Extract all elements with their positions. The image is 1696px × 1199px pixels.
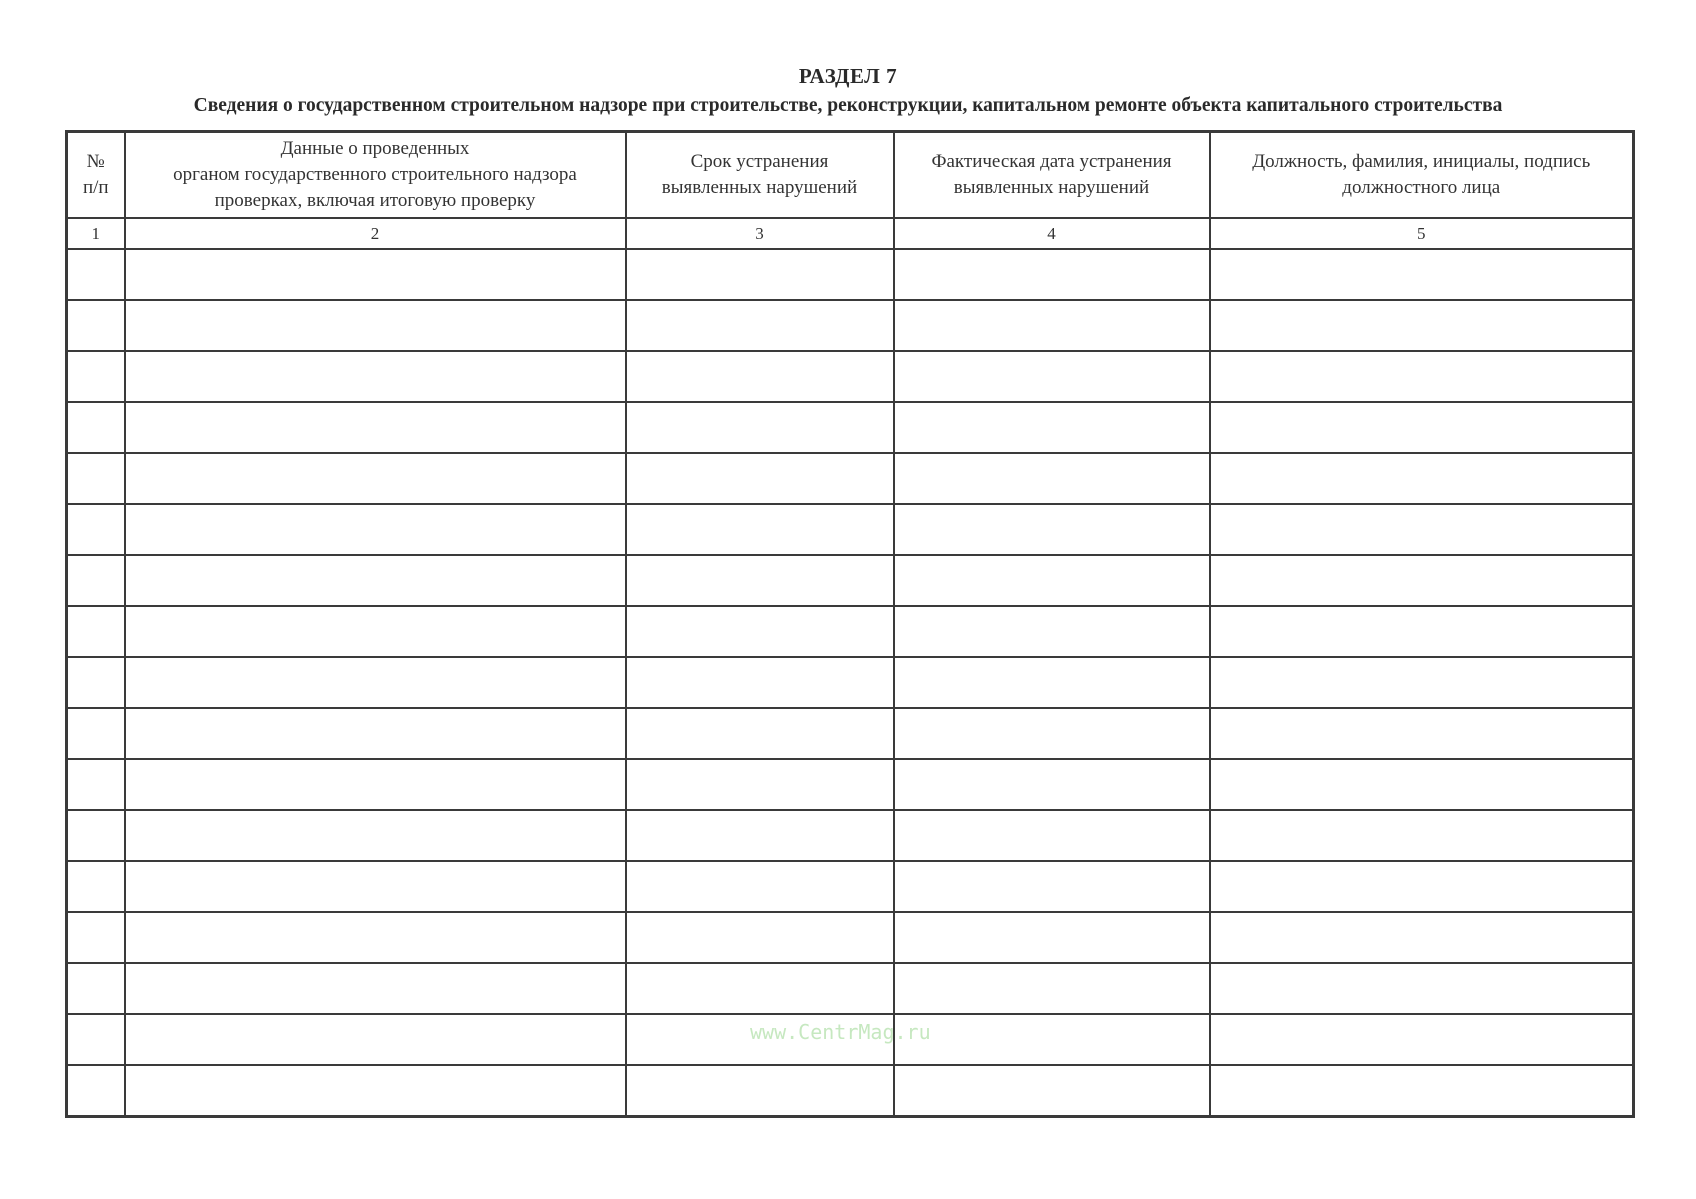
table-cell[interactable] [894, 708, 1210, 759]
table-cell[interactable] [125, 1014, 626, 1065]
table-row [67, 453, 1634, 504]
table-cell[interactable] [626, 351, 894, 402]
column-number: 2 [125, 218, 626, 249]
table-cell[interactable] [67, 351, 125, 402]
table-cell[interactable] [1210, 351, 1634, 402]
supervision-table [65, 130, 1635, 1118]
table-cell[interactable] [894, 249, 1210, 300]
table-cell[interactable] [1210, 1014, 1634, 1065]
table-cell[interactable] [1210, 861, 1634, 912]
table-row [67, 810, 1634, 861]
table-cell[interactable] [125, 249, 626, 300]
table-cell[interactable] [626, 402, 894, 453]
table-cell[interactable] [626, 861, 894, 912]
section-title: Сведения о государственном строительном надзоре при строительстве, реконструкции, капитальном ремонте объекта капитального строительства [193, 95, 1503, 116]
table-cell[interactable] [894, 300, 1210, 351]
table-cell[interactable] [626, 1065, 894, 1117]
table-cell[interactable] [67, 555, 125, 606]
table-cell[interactable] [67, 861, 125, 912]
table-cell[interactable] [125, 963, 626, 1014]
table-cell[interactable] [125, 912, 626, 963]
table-cell[interactable] [67, 708, 125, 759]
table-cell[interactable] [125, 402, 626, 453]
table-cell[interactable] [626, 504, 894, 555]
table-cell[interactable] [67, 759, 125, 810]
table-row [67, 249, 1634, 300]
table-cell[interactable] [626, 606, 894, 657]
table-cell[interactable] [67, 453, 125, 504]
table-cell[interactable] [67, 402, 125, 453]
table-row [67, 759, 1634, 810]
table-row [67, 504, 1634, 555]
table-cell[interactable] [894, 963, 1210, 1014]
column-number: 1 [67, 218, 125, 249]
table-cell[interactable] [67, 963, 125, 1014]
table-cell[interactable] [125, 606, 626, 657]
table-cell[interactable] [894, 555, 1210, 606]
table-cell[interactable] [894, 1065, 1210, 1117]
table-cell[interactable] [626, 555, 894, 606]
table-cell[interactable] [626, 657, 894, 708]
table-cell[interactable] [67, 606, 125, 657]
table-row [67, 708, 1634, 759]
table-cell[interactable] [125, 351, 626, 402]
table-cell[interactable] [894, 453, 1210, 504]
table-cell[interactable] [1210, 1065, 1634, 1117]
table-cell[interactable] [1210, 453, 1634, 504]
header-cell-deadline: Срок устранения выявленных нарушений [626, 132, 894, 219]
table-cell[interactable] [894, 504, 1210, 555]
table-cell[interactable] [894, 912, 1210, 963]
table-cell[interactable] [1210, 249, 1634, 300]
table-cell[interactable] [125, 504, 626, 555]
table-cell[interactable] [1210, 759, 1634, 810]
table-cell[interactable] [67, 810, 125, 861]
column-number: 5 [1210, 218, 1634, 249]
table-cell[interactable] [626, 249, 894, 300]
header-cell-inspection-data: Данные о проведенных органом государственного строительного надзора проверках, включая итоговую проверку [125, 132, 626, 219]
table-cell[interactable] [125, 555, 626, 606]
table-cell[interactable] [67, 912, 125, 963]
table-cell[interactable] [626, 759, 894, 810]
table-row [67, 861, 1634, 912]
table-row [67, 300, 1634, 351]
table-cell[interactable] [125, 861, 626, 912]
table-cell[interactable] [626, 453, 894, 504]
table-cell[interactable] [125, 708, 626, 759]
table-cell[interactable] [125, 657, 626, 708]
header-cell-number: № п/п [67, 132, 125, 219]
table-row [67, 912, 1634, 963]
table-cell[interactable] [894, 606, 1210, 657]
table-cell[interactable] [626, 708, 894, 759]
table-cell[interactable] [125, 1065, 626, 1117]
table-cell[interactable] [125, 300, 626, 351]
table-cell[interactable] [67, 504, 125, 555]
table-cell[interactable] [1210, 300, 1634, 351]
table-cell[interactable] [67, 1065, 125, 1117]
table-row [67, 1065, 1634, 1117]
table-cell[interactable] [626, 810, 894, 861]
table-cell[interactable] [125, 759, 626, 810]
table-cell[interactable] [626, 963, 894, 1014]
column-number-row [67, 218, 1634, 249]
table-cell[interactable] [894, 657, 1210, 708]
table-row [67, 351, 1634, 402]
table-row [67, 963, 1634, 1014]
table-cell[interactable] [894, 351, 1210, 402]
table-row [67, 657, 1634, 708]
header-cell-actual-date: Фактическая дата устранения выявленных нарушений [894, 132, 1210, 219]
table-cell[interactable] [125, 453, 626, 504]
table-cell[interactable] [626, 912, 894, 963]
column-number: 4 [894, 218, 1210, 249]
table-cell[interactable] [894, 810, 1210, 861]
table-cell[interactable] [1210, 657, 1634, 708]
table-cell[interactable] [626, 300, 894, 351]
table-row [67, 606, 1634, 657]
table-cell[interactable] [67, 249, 125, 300]
table-cell[interactable] [67, 300, 125, 351]
header-row [67, 132, 1634, 219]
table-cell[interactable] [1210, 555, 1634, 606]
table-cell[interactable] [894, 1014, 1210, 1065]
table-cell[interactable] [1210, 708, 1634, 759]
table-cell[interactable] [1210, 504, 1634, 555]
table-cell[interactable] [1210, 810, 1634, 861]
section-label: РАЗДЕЛ 7 [798, 64, 898, 88]
watermark: www.CentrMag.ru [750, 1020, 931, 1044]
table-cell[interactable] [67, 657, 125, 708]
table-cell[interactable] [894, 861, 1210, 912]
table-cell[interactable] [1210, 912, 1634, 963]
table-cell[interactable] [67, 1014, 125, 1065]
table-cell[interactable] [894, 402, 1210, 453]
table-row [67, 555, 1634, 606]
header-cell-official: Должность, фамилия, инициалы, подпись должностного лица [1210, 132, 1634, 219]
table-cell[interactable] [1210, 402, 1634, 453]
table-cell[interactable] [1210, 963, 1634, 1014]
table-row [67, 402, 1634, 453]
table-cell[interactable] [1210, 606, 1634, 657]
table-cell[interactable] [125, 810, 626, 861]
column-number: 3 [626, 218, 894, 249]
table-cell[interactable] [894, 759, 1210, 810]
